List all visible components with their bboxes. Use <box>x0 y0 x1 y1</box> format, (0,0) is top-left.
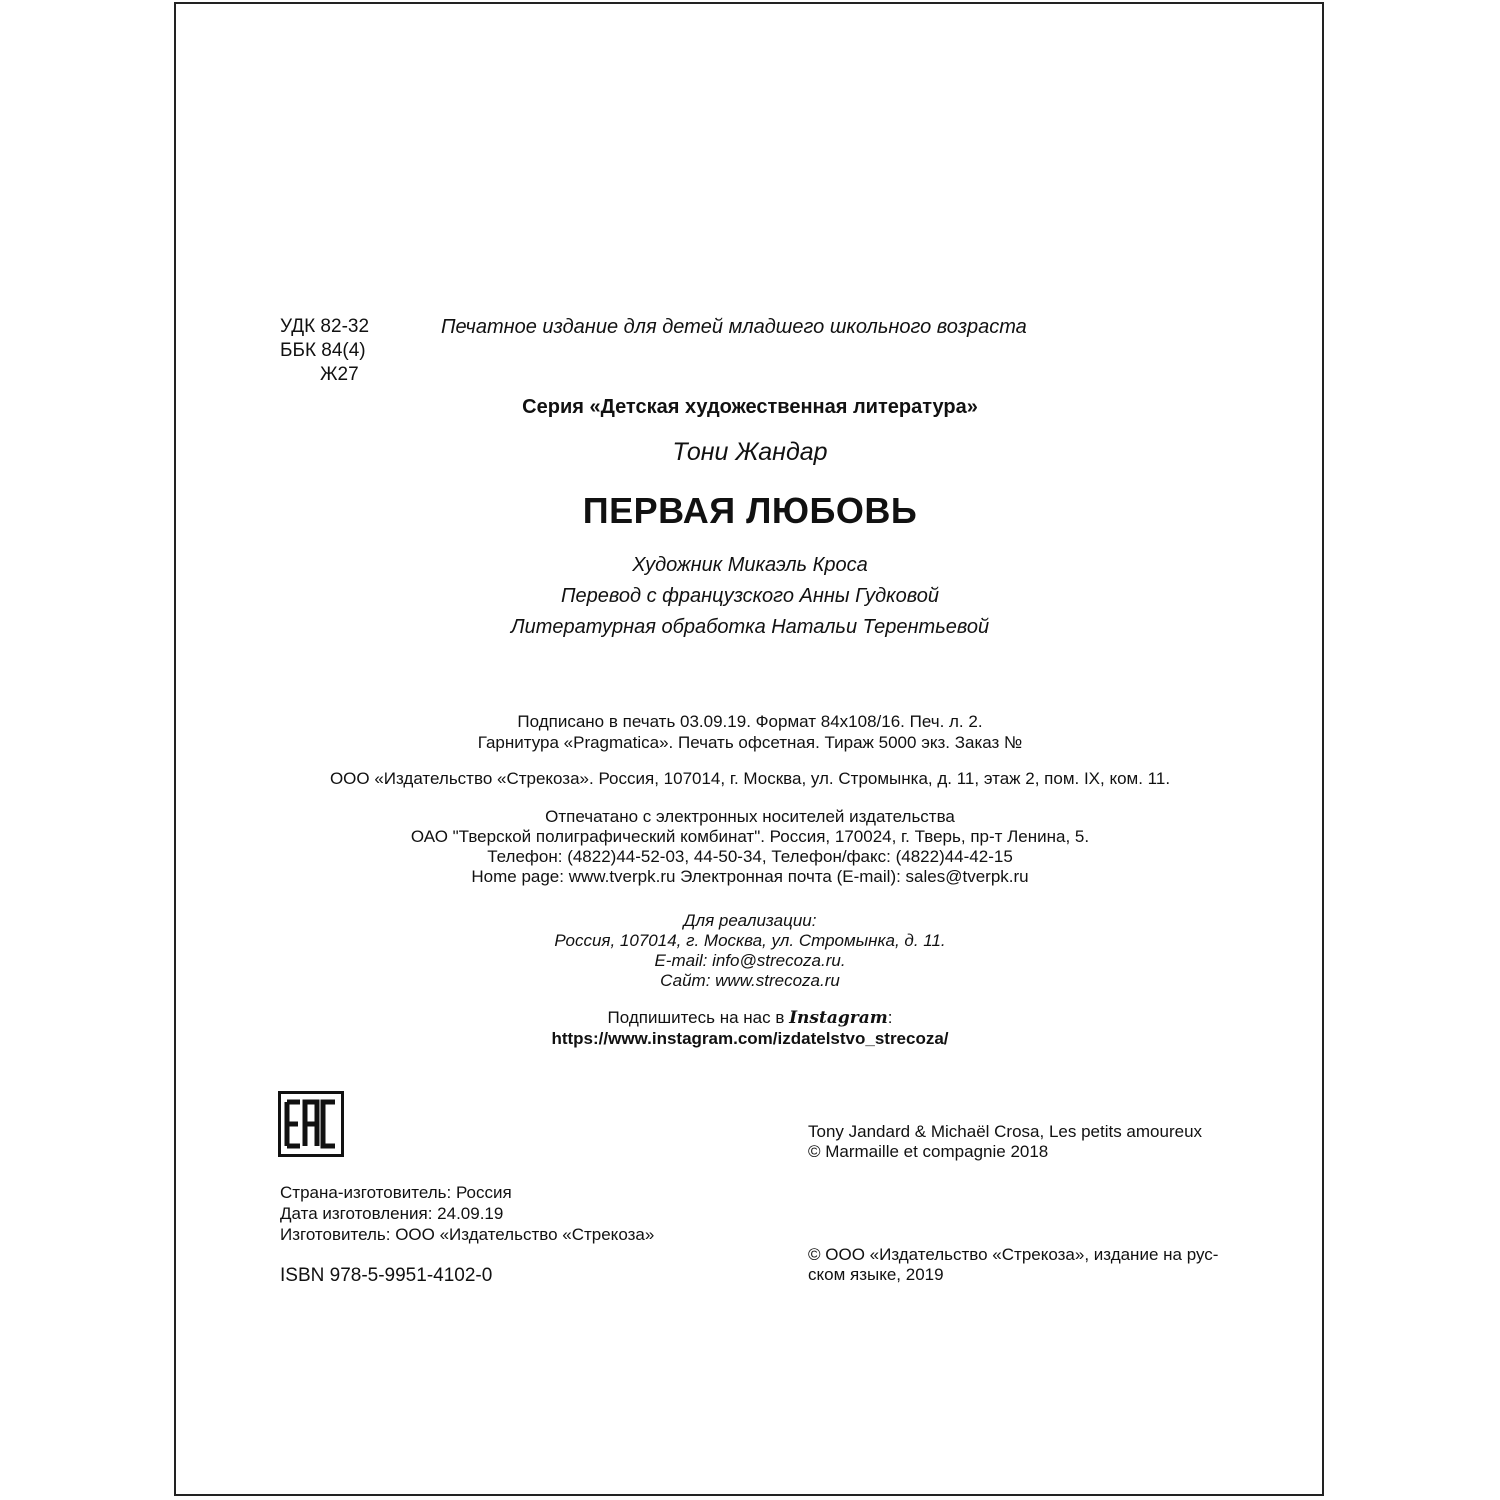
age-note: Печатное издание для детей младшего школьного возраста <box>441 316 1027 338</box>
credit-translator: Перевод с французского Анны Гудковой <box>560 585 939 607</box>
original-rights-line: © Marmaille et compagnie 2018 <box>808 1142 1049 1161</box>
instagram-url: https://www.instagram.com/izdatelstvo_strecoza/ <box>551 1029 949 1048</box>
manufacturer: Изготовитель: ООО «Издательство «Стрекоза» <box>280 1225 655 1244</box>
series-title: Серия «Детская художественная литература» <box>522 396 978 418</box>
russian-rights-line: © ООО «Издательство «Стрекоза», издание на рус- <box>808 1245 1219 1264</box>
isbn: ISBN 978-5-9951-4102-0 <box>280 1265 493 1286</box>
credit-illustrator: Художник Микаэль Кроса <box>632 554 868 576</box>
distribution-line: Россия, 107014, г. Москва, ул. Стромынка, д. 11. <box>554 931 946 950</box>
print-info-line: Гарнитура «Pragmatica». Печать офсетная. Тираж 5000 экз. Заказ № <box>477 733 1023 752</box>
bbk-code: ББК 84(4) <box>280 340 366 361</box>
book-title: ПЕРВАЯ ЛЮБОВЬ <box>582 490 918 531</box>
printer-info-line: ОАО "Тверской полиграфический комбинат". Россия, 170024, г. Тверь, пр-т Ленина, 5. <box>410 827 1090 846</box>
manufacture-country: Страна-изготовитель: Россия <box>280 1183 512 1202</box>
distribution-line: E-mail: info@strecoza.ru. <box>654 951 846 970</box>
author-mark: Ж27 <box>320 364 359 385</box>
printer-info-line: Отпечатано с электронных носителей издательства <box>545 807 955 826</box>
instagram-invite <box>0 1008 1500 1028</box>
instagram-prefix: Подпишитесь на нас в <box>607 1008 790 1027</box>
russian-rights-line: ском языке, 2019 <box>808 1265 944 1284</box>
printer-info-line: Телефон: (4822)44-52-03, 44-50-34, Телефон/факс: (4822)44-42-15 <box>487 847 1013 866</box>
distribution-line: Сайт: www.strecoza.ru <box>660 971 840 990</box>
manufacture-date: Дата изготовления: 24.09.19 <box>280 1204 504 1223</box>
instagram-suffix: : <box>887 1008 893 1027</box>
publisher-address: ООО «Издательство «Стрекоза». Россия, 107014, г. Москва, ул. Стромынка, д. 11, этаж 2, пом. IX, ком. 11. <box>329 769 1171 788</box>
instagram-brand: Instagram <box>789 1008 888 1028</box>
original-rights-line: Tony Jandard & Michaël Crosa, Les petits amoureux <box>808 1122 1203 1141</box>
udk-code: УДК 82-32 <box>280 316 370 337</box>
printer-info-line: Home page: www.tverpk.ru Электронная почта (E-mail): sales@tverpk.ru <box>471 867 1029 886</box>
author-name: Тони Жандар <box>672 438 828 466</box>
credit-editor: Литературная обработка Натальи Терентьевой <box>510 616 990 638</box>
print-info-line: Подписано в печать 03.09.19. Формат 84х108/16. Печ. л. 2. <box>517 712 983 731</box>
eac-mark-icon <box>278 1091 344 1157</box>
distribution-line: Для реализации: <box>683 911 817 930</box>
